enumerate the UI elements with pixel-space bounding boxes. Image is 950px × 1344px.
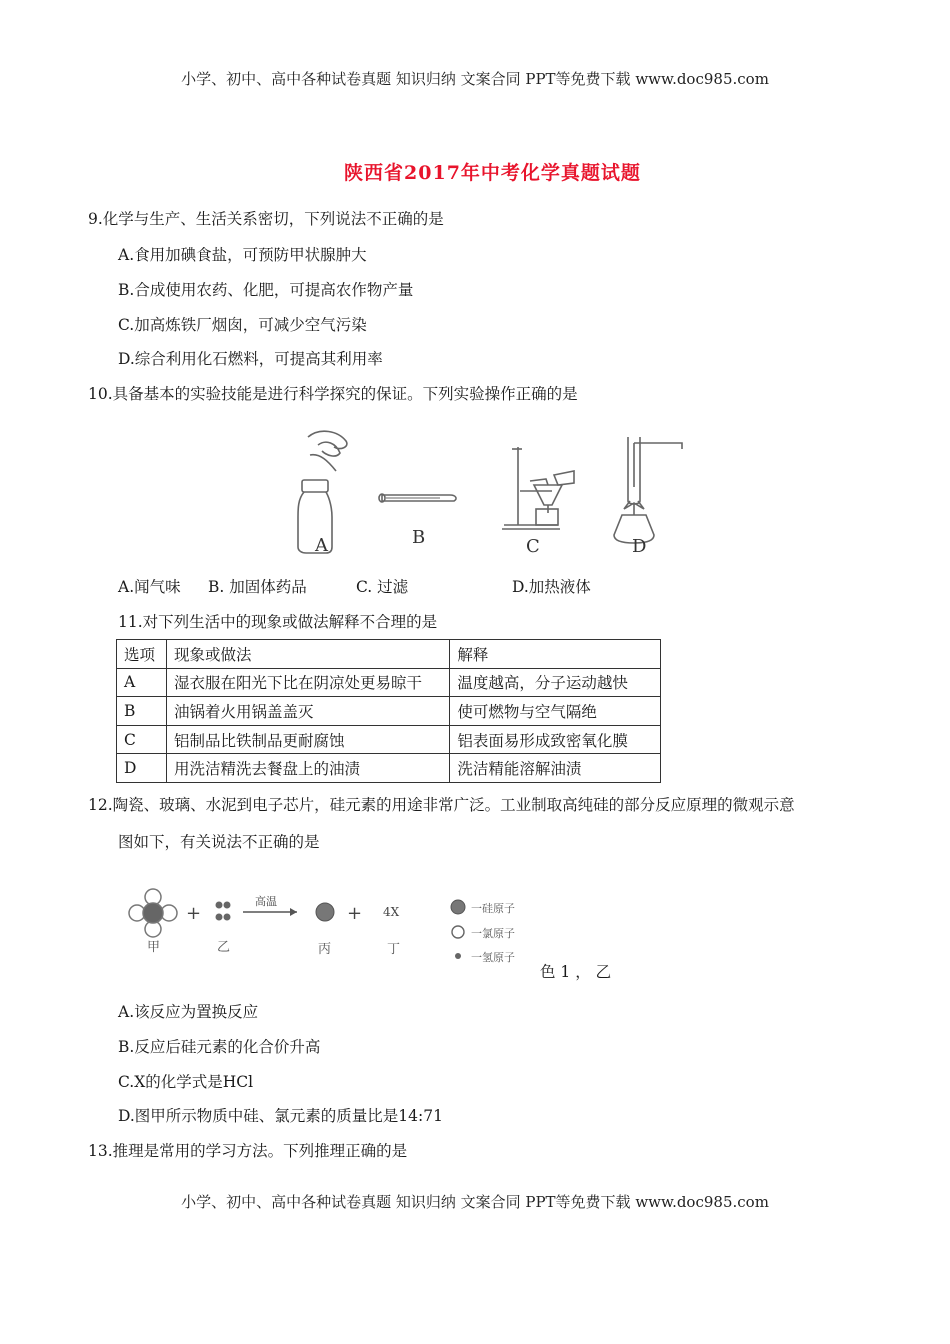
question-10-stem: 10.具备基本的实验技能是进行科学探究的保证。下列实验操作正确的是: [88, 385, 578, 403]
legend-silicon: 一硅原子: [471, 902, 515, 915]
question-12-stem-line-1: 12.陶瓷、玻璃、水泥到电子芯片，硅元素的用途非常广泛。工业制取高纯硅的部分反应原理的微观示意: [88, 796, 795, 814]
table-row: [117, 697, 661, 726]
question-12-option-a: A.该反应为置换反应: [118, 1003, 259, 1021]
molecule-bing: [316, 903, 334, 921]
label-yi: 乙: [217, 940, 231, 955]
table-row: [117, 668, 661, 697]
label-bing: 丙: [318, 942, 332, 957]
question-10-option-a: A.闻气味: [118, 578, 181, 596]
stray-caption: 色 1 ， 乙: [540, 963, 612, 981]
question-9-stem: 9.化学与生产、生活关系密切，下列说法不正确的是: [88, 210, 444, 228]
question-12-stem-line-2: 图如下，有关说法不正确的是: [118, 833, 320, 851]
question-10-option-b: B. 加固体药品: [208, 578, 307, 596]
table-cell: C: [117, 725, 167, 754]
solid-reagent-illustration: [379, 494, 456, 502]
table-row: [117, 725, 661, 754]
table-cell: 用洗洁精洗去餐盘上的油渍: [166, 754, 449, 783]
heat-liquid-illustration: [614, 437, 682, 543]
chlorine-atom-icon: [452, 926, 464, 938]
reaction-arrow-icon: [243, 908, 297, 916]
filtration-illustration: [502, 447, 574, 529]
hydrogen-atom-icon: [455, 953, 461, 959]
table-cell: A: [117, 668, 167, 697]
diagram-legend: [451, 900, 515, 964]
table-cell: B: [117, 697, 167, 726]
legend-chlorine: 一氯原子: [471, 927, 515, 940]
figure-label-a: A: [315, 535, 328, 556]
plus-sign: +: [347, 903, 363, 924]
figure-label-b: B: [412, 527, 426, 548]
table-header-cell: 现象或做法: [166, 640, 449, 669]
figure-label-d: D: [632, 536, 647, 557]
table-cell: 使可燃物与空气隔绝: [450, 697, 661, 726]
question-9-option-a: A.食用加碘食盐，可预防甲状腺肿大: [118, 246, 367, 264]
plus-sign: +: [186, 903, 202, 924]
table-cell: 铝表面易形成致密氧化膜: [450, 725, 661, 754]
question-10-option-d: D.加热液体: [512, 578, 591, 596]
legend-hydrogen: 一氢原子: [471, 951, 515, 964]
page-header: 小学、初中、高中各种试卷真题 知识归纳 文案合同 PPT等免费下载 www.doc985.com: [181, 70, 769, 88]
page-title: 陕西省2017年中考化学真题试题: [344, 162, 641, 184]
page-footer: 小学、初中、高中各种试卷真题 知识归纳 文案合同 PPT等免费下载 www.doc985.com: [181, 1193, 769, 1211]
question-9-option-b: B.合成使用农药、化肥，可提高农作物产量: [118, 281, 414, 299]
table-header-row: [117, 640, 661, 669]
question-9-option-c: C.加高炼铁厂烟囱，可减少空气污染: [118, 316, 367, 334]
question-11-table: [116, 639, 661, 783]
question-9-option-d: D.综合利用化石燃料，可提高其利用率: [118, 350, 383, 368]
table-cell: 油锅着火用锅盖盖灭: [166, 697, 449, 726]
table-cell: D: [117, 754, 167, 783]
table-cell: 湿衣服在阳光下比在阴凉处更易晾干: [166, 668, 449, 697]
label-jia: 甲: [147, 940, 161, 955]
reaction-microscopic-diagram: [125, 885, 545, 975]
silicon-atom-icon: [451, 900, 465, 914]
question-12-option-c: C.X的化学式是HCl: [118, 1073, 254, 1091]
molecule-jia: [129, 889, 177, 937]
question-12-option-b: B.反应后硅元素的化合价升高: [118, 1038, 321, 1056]
figure-label-c: C: [526, 536, 540, 557]
molecule-yi: [216, 902, 231, 921]
table-header-cell: 选项: [117, 640, 167, 669]
question-12-option-d: D.图甲所示物质中硅、氯元素的质量比是14:71: [118, 1107, 443, 1125]
table-row: [117, 754, 661, 783]
table-header-cell: 解释: [450, 640, 661, 669]
question-11-stem: 11.对下列生活中的现象或做法解释不合理的是: [118, 613, 438, 631]
table-cell: 洗洁精能溶解油渍: [450, 754, 661, 783]
question-10-option-c: C. 过滤: [356, 578, 409, 596]
reaction-condition: 高温: [255, 895, 277, 908]
lab-operations-figure: [290, 425, 690, 565]
product-ding: 4X: [383, 905, 400, 919]
table-cell: 温度越高，分子运动越快: [450, 668, 661, 697]
table-cell: 铝制品比铁制品更耐腐蚀: [166, 725, 449, 754]
label-ding: 丁: [387, 942, 401, 957]
question-13-stem: 13.推理是常用的学习方法。下列推理正确的是: [88, 1142, 408, 1160]
